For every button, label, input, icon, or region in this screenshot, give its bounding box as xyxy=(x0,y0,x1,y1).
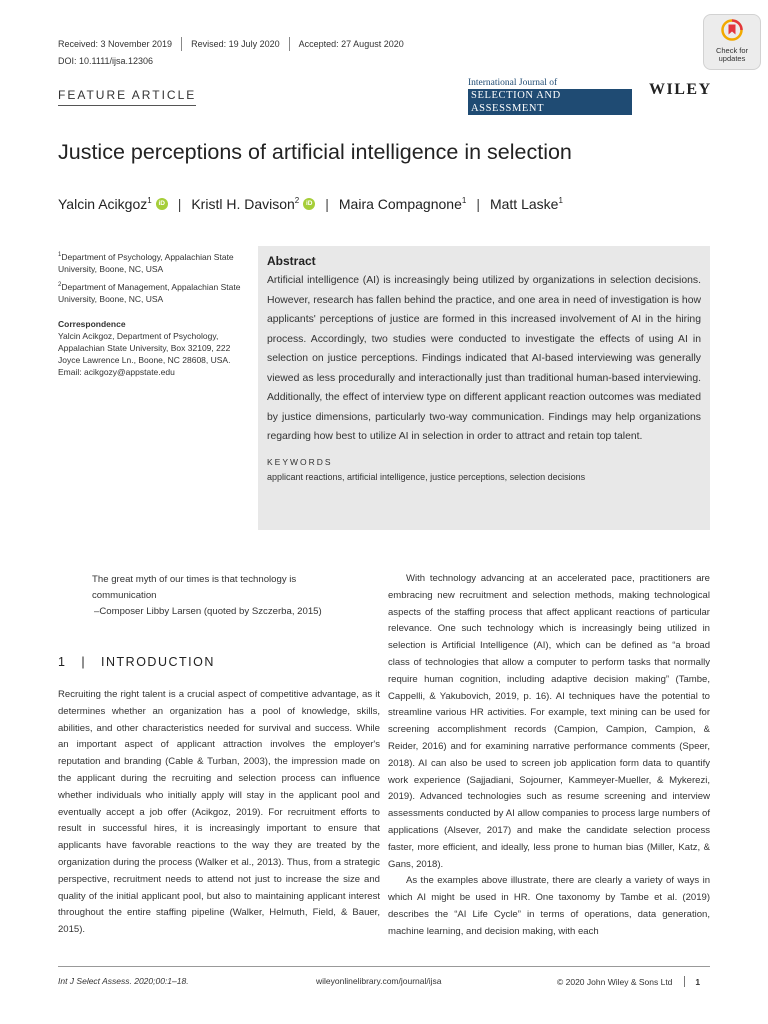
received-date: Received: 3 November 2019 xyxy=(58,39,173,49)
journal-name-line2: SELECTION AND ASSESSMENT xyxy=(468,89,632,115)
orcid-icon[interactable]: iD xyxy=(303,198,315,210)
revised-date: Revised: 19 July 2020 xyxy=(191,39,280,49)
author-name[interactable]: Yalcin Acikgoz$^1$ xyxy=(58,196,152,212)
epigraph xyxy=(92,572,362,620)
abstract-body: Artificial intelligence (AI) is increasingly being utilized by organizations in selection decisions. However, research has fallen behind the practice, and one area in need of investigation is how applicants' perceptions of justice are formed in this increased involvement of AI in the hiring process. Accordingly, two studies were conducted to investigate the effects of using AI in selection on justice perceptions. Findings indicated that AI-based interviewing was generally viewed as less procedurally and interactionally just than traditional human-based interviewing. Additionally, the effect of interview type on different applicant reaction outcomes was mediated by justice dimensions, particularly two-way communication. Findings may help organizations regarding how best to utilize AI in selection in order to attract and retain top talent. xyxy=(267,275,701,442)
affiliation-2: $^2$Department of Management, Appalachian State University, Boone, NC, USA xyxy=(58,281,241,304)
footer-right xyxy=(557,976,700,987)
author-name[interactable]: Kristl H. Davison$^2$ xyxy=(191,196,300,212)
journal-name-line1: International Journal of xyxy=(468,78,558,88)
publisher-logo: WILEY xyxy=(649,81,712,98)
check-for-updates-badge[interactable] xyxy=(703,14,761,70)
epigraph-quote: The great myth of our times is that technology is communication xyxy=(92,574,297,601)
keywords-heading: KEYWORDS xyxy=(267,456,333,467)
check-updates-icon xyxy=(721,19,743,41)
author-list xyxy=(58,196,563,212)
author-name[interactable]: Maira Compagnone$^1$ xyxy=(338,196,467,212)
orcid-icon[interactable]: iD xyxy=(156,198,168,210)
article-title: Justice perceptions of artificial intelligence in selection xyxy=(58,140,572,164)
author-affiliation-sup: 1 xyxy=(147,196,152,205)
body-column-left xyxy=(58,687,380,939)
abstract-box xyxy=(258,246,710,530)
author-separator: | xyxy=(177,196,182,212)
footer-divider xyxy=(58,966,710,967)
author-name[interactable]: Matt Laske$^1$ xyxy=(489,196,563,212)
date-separator xyxy=(289,37,290,51)
correspondence xyxy=(58,318,248,378)
footer-journal-url[interactable]: wileyonlinelibrary.com/journal/ijsa xyxy=(316,976,442,986)
accepted-date: Accepted: 27 August 2020 xyxy=(298,39,404,49)
author-affiliation-sup: 1 xyxy=(558,196,563,205)
article-dates xyxy=(58,37,404,51)
correspondence-text: Yalcin Acikgoz, Department of Psychology, Appalachian State University, Box 32109, 222 Joyce Lawrence Ln., Boone, NC 28608, USA. xyxy=(58,331,231,365)
correspondence-email[interactable]: Email: acikgozy@appstate.edu xyxy=(58,367,175,377)
epigraph-attribution: –Composer Libby Larsen (quoted by Szczerba, 2015) xyxy=(94,606,322,617)
author-separator: | xyxy=(325,196,329,212)
body-column-right xyxy=(388,571,710,941)
affiliation-1: $^1$Department of Psychology, Appalachian State University, Boone, NC, USA xyxy=(58,251,234,274)
author-affiliation-sup: 2 xyxy=(294,196,300,205)
footer-citation: Int J Select Assess. 2020;00:1–18. xyxy=(58,976,189,986)
body-paragraph: As the examples above illustrate, there are clearly a variety of ways in which AI might be used in HR. One taxonomy by Tambe et al. (2019) describes the “AI Life Cycle” in terms of operations, data generation, machine learning, and decision making, with each xyxy=(388,875,710,937)
page-number: 1 xyxy=(695,976,701,987)
doi[interactable]: DOI: 10.1111/ijsa.12306 xyxy=(58,56,154,66)
author-affiliation-sup: 1 xyxy=(461,196,467,205)
date-separator xyxy=(181,37,182,51)
journal-logo xyxy=(468,78,632,114)
correspondence-label: Correspondence xyxy=(58,319,126,329)
body-paragraph: With technology advancing at an accelerated pace, practitioners are embracing new recruitment and selection methods, making technological aspects of the staffing process that affect applicant reactions of particular relevance. One such technology which is increasingly being utilized in selection is Artificial Intelligence (AI), which can be defined as “a broad class of technologies that allow a computer to perform tasks that normally require human cognition, including adaptive decision making” (Tambe, Cappelli, & Yakubovich, 2019, p. 16). AI techniques have the potential to streamline various HR activities. For example, text mining can be used for screening accomplishment records (Campion, Campion, Campion, & Reider, 2016) and for examining narrative performance comments (Speer, 2018). AI can also be used to screen job application form data to quantify work experience (Sajjadiani, Sojourner, Kammeyer-Mueller, & Mykerezi, 2019). Advanced technologies such as resume screening and interview assessments conducted by AI allow companies to process large numbers of applications (Alsever, 2017) and make the candidate selection process faster, more efficient, and ideally, less prone to human bias (Miller, Katz, & Gans, 2018). xyxy=(388,573,710,870)
footer-separator xyxy=(684,976,685,987)
badge-text-line1: Check for xyxy=(715,46,749,55)
abstract-heading: Abstract xyxy=(267,254,316,268)
keywords-list: applicant reactions, artificial intelligence, justice perceptions, selection decisions xyxy=(267,471,586,482)
footer-copyright: © 2020 John Wiley & Sons Ltd xyxy=(557,976,673,987)
body-paragraph: Recruiting the right talent is a crucial aspect of competitive advantage, as it determines whether an organization has a pool of knowledge, skills, abilities, and other characteristics needed for survival and success. While an important aspect of applicant attraction involves the employer's reputation and branding (Cable & Turban, 2003), the impression made on the applicant during the recruiting and selection process can influence whether individuals who initially apply will stay in the applicant pool and eventually accept a job offer (Acikgoz, 2019). For recruitment efforts to result in successful hires, it is increasingly important to ensure that applicants have favorable reactions to the way they are treated by the organization during the process (Walker et al., 2013). Thus, from a strategic perspective, recruitment needs to attend not just to increase the size and quality of the initial applicant pool, but also to maintaining applicant interest throughout the entire staffing pipeline (Walker, Helmuth, Field, & Bauer, 2015). xyxy=(58,689,380,936)
author-separator: | xyxy=(476,196,480,212)
feature-article-label: FEATURE ARTICLE xyxy=(58,88,196,106)
section-heading-introduction: 1 | INTRODUCTION xyxy=(58,655,215,669)
badge-text-line2: updates xyxy=(718,54,746,63)
